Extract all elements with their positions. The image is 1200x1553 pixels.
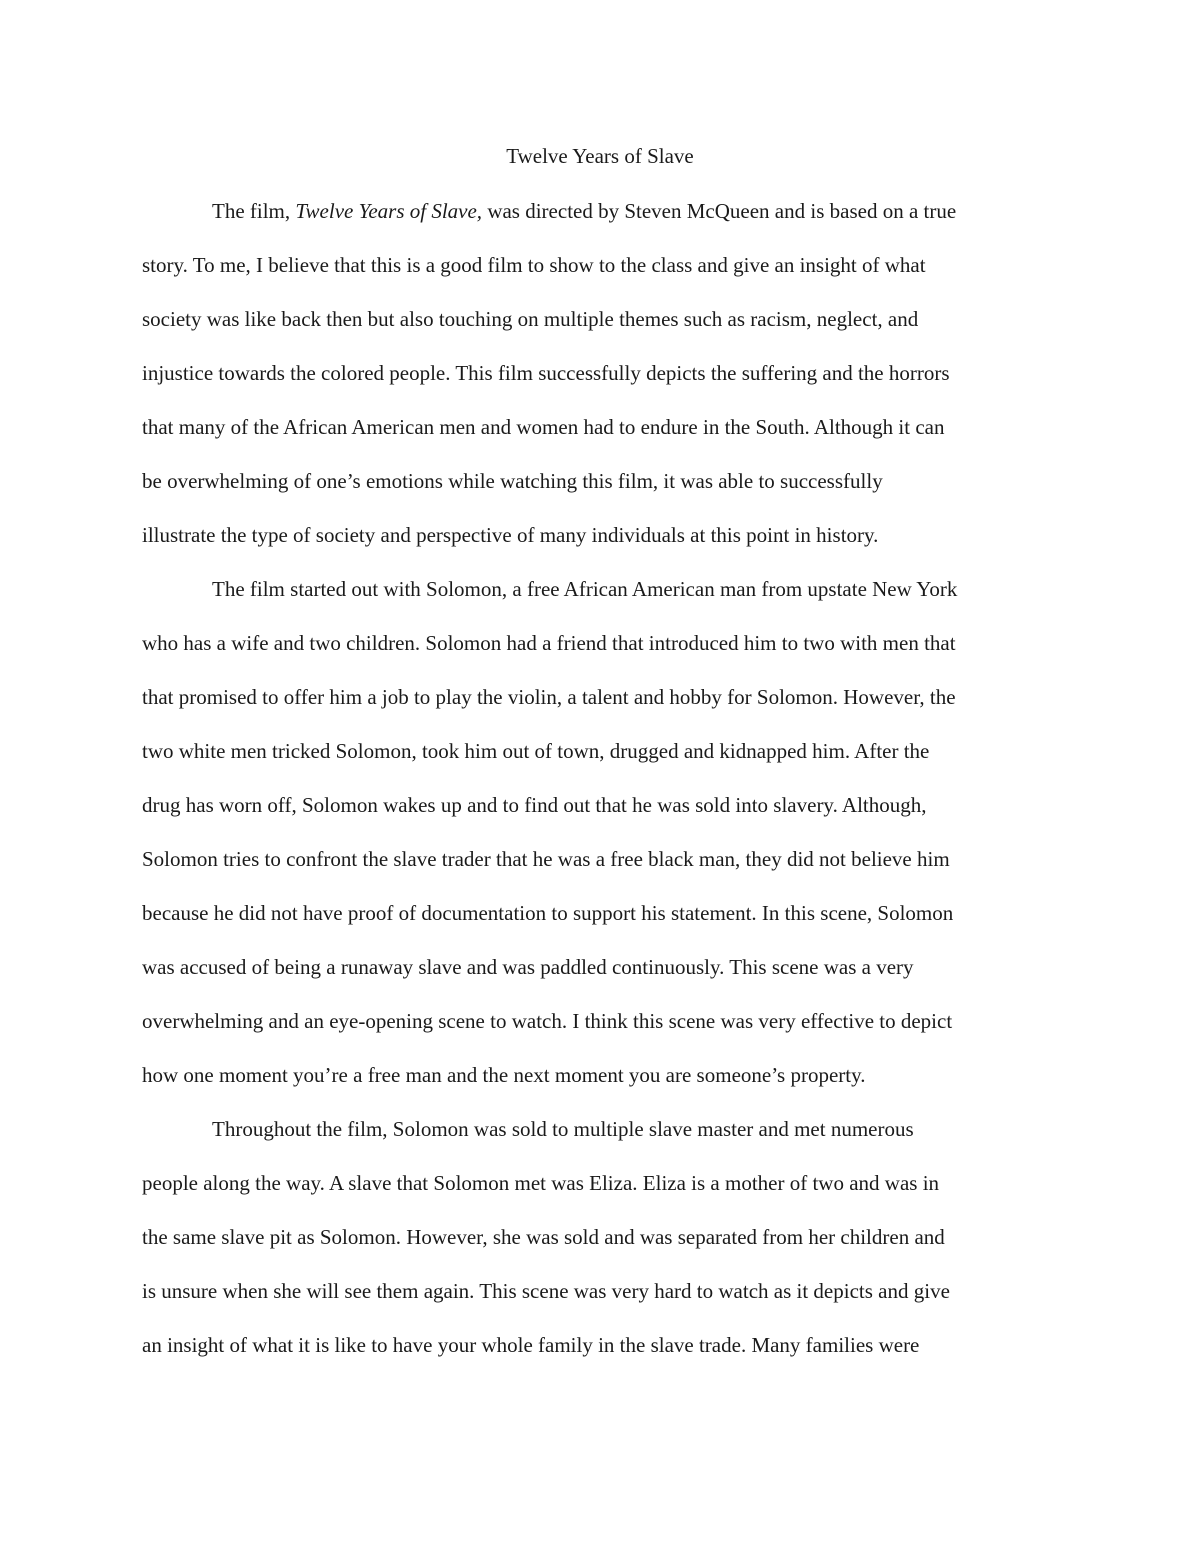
text-line: two white men tricked Solomon, took him out of town, drugged and kidnapped him. After the (142, 739, 930, 763)
text-line: overwhelming and an eye-opening scene to watch. I think this scene was very effective to depict (142, 1009, 953, 1033)
text-line: was accused of being a runaway slave and was paddled continuously. This scene was a very (142, 955, 914, 979)
text-line: how one moment you’re a free man and the next moment you are someone’s property. (142, 1063, 866, 1087)
text-line: Solomon tries to confront the slave trader that he was a free black man, they did not believe him (142, 847, 950, 871)
text-line: that many of the African American men and women had to endure in the South. Although it can (142, 415, 945, 439)
document-title: Twelve Years of Slave (506, 144, 694, 168)
text-line: be overwhelming of one’s emotions while watching this film, it was able to successfully (142, 469, 883, 493)
text-line: people along the way. A slave that Solomon met was Eliza. Eliza is a mother of two and was in (142, 1171, 940, 1195)
paragraph-1-line-1 (212, 198, 956, 225)
text-line: who has a wife and two children. Solomon had a friend that introduced him to two with men that (142, 631, 956, 655)
text-run: The film, (212, 199, 296, 223)
text-line: story. To me, I believe that this is a good film to show to the class and give an insight of what (142, 253, 926, 277)
text-line: that promised to offer him a job to play the violin, a talent and hobby for Solomon. However, the (142, 685, 956, 709)
text-line: an insight of what it is like to have your whole family in the slave trade. Many families were (142, 1333, 920, 1357)
text-run: was directed by Steven McQueen and is based on a true (482, 199, 957, 223)
text-line: drug has worn off, Solomon wakes up and to find out that he was sold into slavery. Although, (142, 793, 927, 817)
text-line: because he did not have proof of documentation to support his statement. In this scene, Solomon (142, 901, 954, 925)
text-line: is unsure when she will see them again. This scene was very hard to watch as it depicts and give (142, 1279, 950, 1303)
text-line: illustrate the type of society and perspective of many individuals at this point in history. (142, 523, 879, 547)
film-title-italic: Twelve Years of Slave, (295, 199, 483, 223)
paragraph-2-line-1: The film started out with Solomon, a free African American man from upstate New York (212, 577, 958, 601)
text-line: injustice towards the colored people. This film successfully depicts the suffering and the horrors (142, 361, 950, 385)
text-line: the same slave pit as Solomon. However, she was sold and was separated from her children and (142, 1225, 945, 1249)
paragraph-3-line-1: Throughout the film, Solomon was sold to multiple slave master and met numerous (212, 1117, 914, 1141)
text-line: society was like back then but also touching on multiple themes such as racism, neglect, and (142, 307, 919, 331)
